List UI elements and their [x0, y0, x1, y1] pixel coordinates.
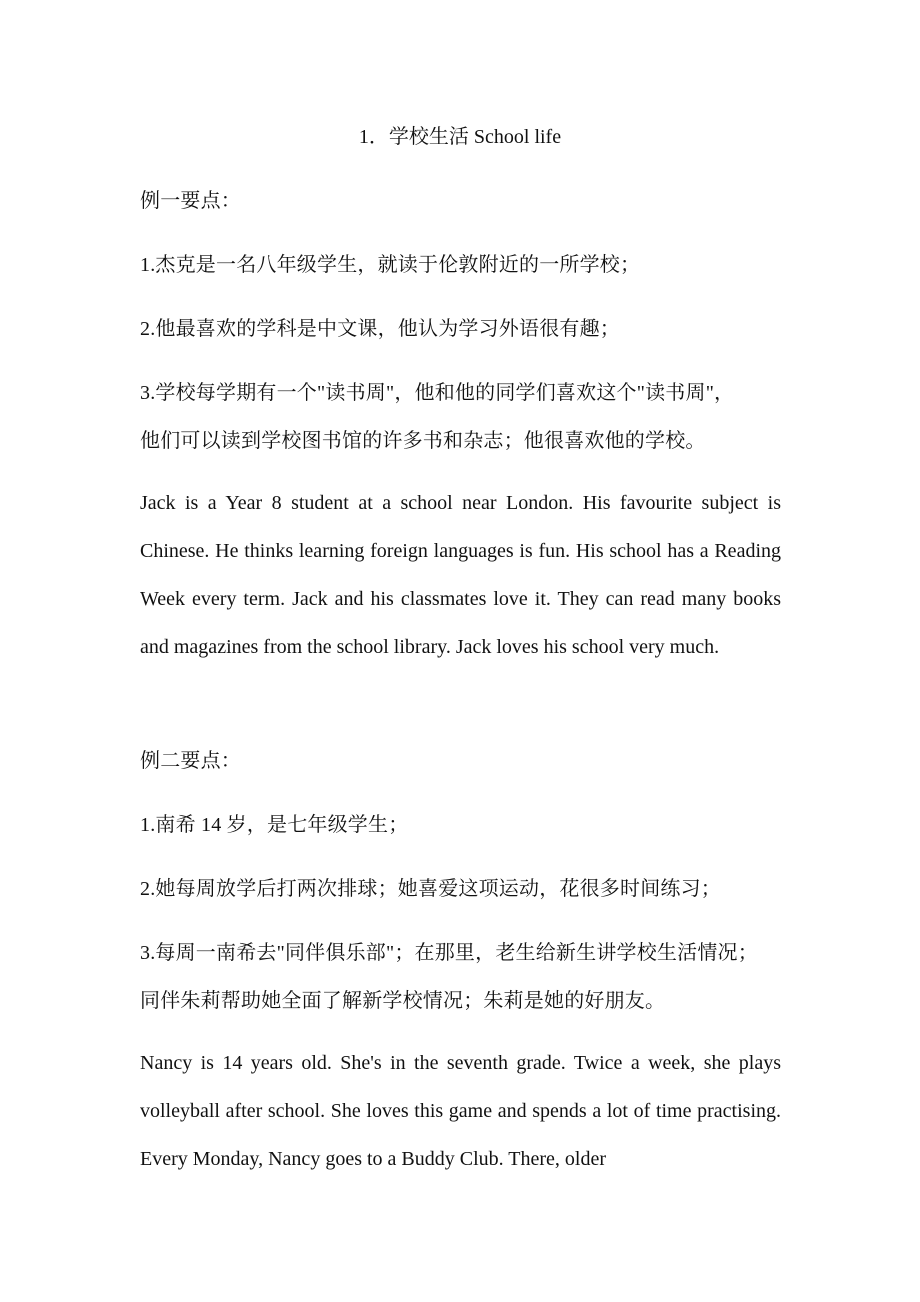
example1-point-3-cont: 他们可以读到学校图书馆的许多书和杂志；他很喜欢他的学校。: [140, 430, 706, 452]
example1-point-2: 2.他最喜欢的学科是中文课，他认为学习外语很有趣；: [140, 318, 620, 340]
example2-point-1: 1.南希 14 岁，是七年级学生；: [140, 814, 409, 836]
example1-heading: 例一要点：: [140, 190, 241, 212]
example1-essay: Jack is a Year 8 student at a school near London. His favourite subject is Chinese. He thinks learning foreign languages is fun. His school has a Reading Week every term. Jack and his classmates love it. They can read many books and magazines from the school library. Jack loves his school very much.: [140, 492, 781, 658]
section-title: 1．学校生活 School life: [358, 126, 562, 148]
example2-point-3-cont: 同伴朱莉帮助她全面了解新学校情况；朱莉是她的好朋友。: [140, 990, 666, 1012]
example1-point-1: 1.杰克是一名八年级学生，就读于伦敦附近的一所学校；: [140, 254, 641, 276]
example2-point-3: 3.每周一南希去"同伴俱乐部"；在那里，老生给新生讲学校生活情况；: [140, 942, 758, 964]
example2-essay: Nancy is 14 years old. She's in the seventh grade. Twice a week, she plays volleyball after school. She loves this game and spends a lot of time practising. Every Monday, Nancy goes to a Buddy Club. There, older: [140, 1052, 781, 1170]
example1-point-3: 3.学校每学期有一个"读书周"，他和他的同学们喜欢这个"读书周"，: [140, 382, 735, 404]
example2-point-2: 2.她每周放学后打两次排球；她喜爱这项运动，花很多时间练习；: [140, 878, 721, 900]
example2-heading: 例二要点：: [140, 750, 241, 772]
